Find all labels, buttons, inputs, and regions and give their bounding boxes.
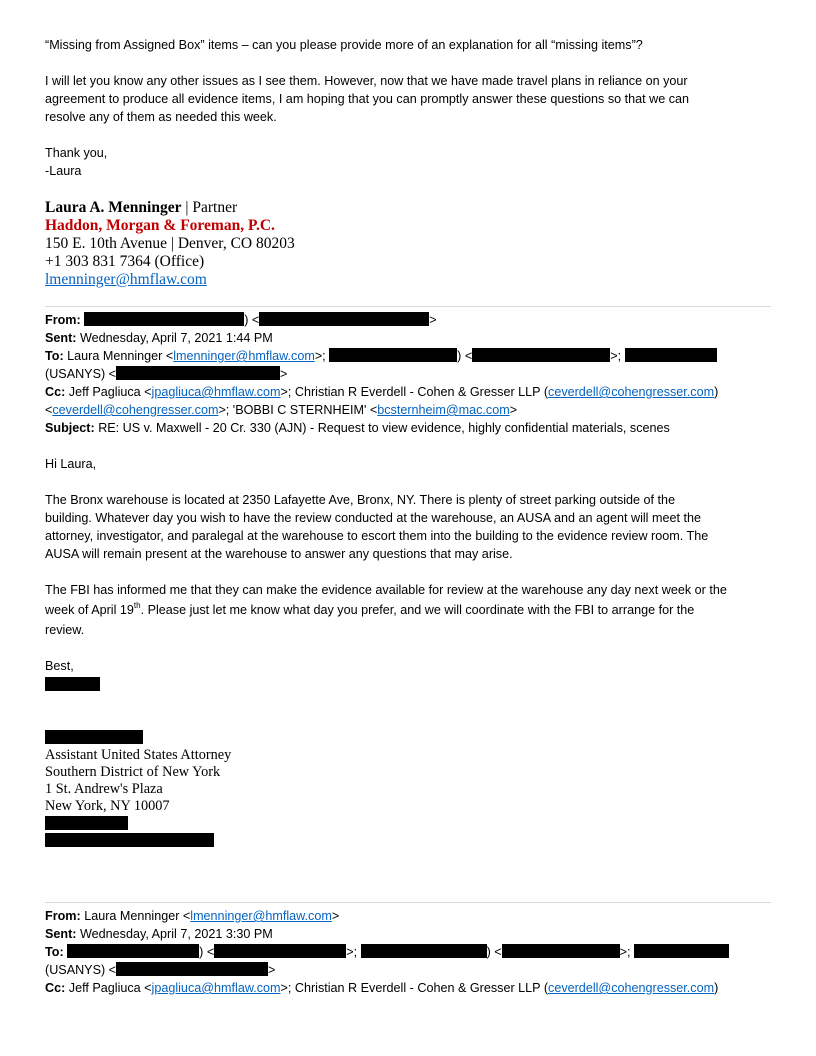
aus-title: Assistant United States Attorney — [45, 747, 232, 763]
body-text: resolve any of them as needed this week. — [45, 110, 277, 124]
closing: Best, — [45, 659, 74, 673]
redaction-block — [625, 348, 717, 362]
redaction-block — [634, 944, 729, 958]
sent-value: Wednesday, April 7, 2021 1:44 PM — [79, 331, 273, 345]
body-text: -Laura — [45, 164, 82, 178]
from-email-link[interactable]: lmenninger@hmflaw.com — [190, 909, 332, 923]
punctuation: > — [268, 963, 276, 977]
signature-email-line — [45, 271, 207, 289]
redaction-block — [502, 944, 620, 958]
aus-street: 1 St. Andrew's Plaza — [45, 781, 163, 797]
superscript: th — [133, 601, 141, 610]
subject-label: Subject: — [45, 421, 95, 435]
cc-email-link[interactable]: bcsternheim@mac.com — [377, 403, 510, 417]
punctuation: ) < — [486, 945, 502, 959]
punctuation: > — [509, 403, 518, 417]
punctuation: >; — [610, 349, 622, 363]
punctuation: ) < — [457, 349, 473, 363]
to-label: To: — [45, 349, 64, 363]
cc-email-link[interactable]: jpagliuca@hmflaw.com — [151, 385, 281, 399]
redaction-block — [45, 833, 214, 847]
punctuation: ) — [714, 385, 719, 399]
signature-title: | Partner — [181, 199, 238, 216]
sent-label: Sent: — [45, 927, 77, 941]
signature-email-link[interactable]: lmenninger@hmflaw.com — [45, 271, 207, 288]
punctuation: >; — [314, 349, 326, 363]
punctuation: > — [280, 367, 288, 381]
to-email-link[interactable]: lmenninger@hmflaw.com — [173, 349, 315, 363]
signature-name-line — [45, 199, 237, 217]
redaction-block — [116, 366, 280, 380]
sent-value: Wednesday, April 7, 2021 3:30 PM — [79, 927, 273, 941]
to-usanys: (USANYS) < — [45, 963, 117, 977]
signature-firm: Haddon, Morgan & Foreman, P.C. — [45, 217, 275, 234]
cc-email-link[interactable]: jpagliuca@hmflaw.com — [151, 981, 281, 995]
punctuation: < — [45, 403, 53, 417]
cc-name: Jeff Pagliuca < — [68, 385, 152, 399]
body-text: review. — [45, 623, 85, 637]
divider — [45, 902, 771, 903]
sent-label: Sent: — [45, 331, 77, 345]
to-label: To: — [45, 945, 64, 959]
header-to — [45, 347, 717, 365]
redaction-block — [214, 944, 346, 958]
prior-header-to — [45, 943, 729, 961]
redaction-block — [67, 944, 199, 958]
from-name: Laura Menninger < — [84, 909, 191, 923]
body-text: agreement to produce all evidence items, I am hoping that you can promptly answer these questions so that we can — [45, 92, 690, 106]
aus-city: New York, NY 10007 — [45, 798, 170, 814]
redaction-block — [116, 962, 268, 976]
signature-name: Laura A. Menninger — [45, 199, 182, 216]
body-text: “Missing from Assigned Box” items – can you please provide more of an explanation for all “missing items”? — [45, 38, 643, 52]
from-label: From: — [45, 313, 81, 327]
subject-value: RE: US v. Maxwell - 20 Cr. 330 (AJN) - Request to view evidence, highly confidential materials, scenes — [98, 421, 670, 435]
body-text-part: week of April 19 — [45, 603, 134, 617]
redaction-block — [45, 816, 128, 830]
punctuation: ) — [714, 981, 719, 995]
cc-email-link[interactable]: ceverdell@cohengresser.com — [548, 385, 715, 399]
cc-email-link[interactable]: ceverdell@cohengresser.com — [52, 403, 219, 417]
divider — [45, 306, 771, 307]
header-subject — [45, 419, 670, 437]
prior-header-to-cont — [45, 961, 275, 979]
punctuation: ) < — [199, 945, 215, 959]
greeting: Hi Laura, — [45, 457, 97, 471]
prior-header-sent — [45, 925, 273, 943]
body-text: Thank you, — [45, 146, 108, 160]
to-usanys: (USANYS) < — [45, 367, 117, 381]
cc-label: Cc: — [45, 981, 66, 995]
header-cc — [45, 383, 718, 401]
cc-name: >; Christian R Everdell - Cohen & Gresser LLP ( — [280, 981, 549, 995]
cc-name: >; Christian R Everdell - Cohen & Gresser LLP ( — [280, 385, 549, 399]
header-sent — [45, 329, 273, 347]
punctuation: ) < — [244, 313, 260, 327]
cc-email-link[interactable]: ceverdell@cohengresser.com — [548, 981, 715, 995]
redaction-block — [361, 944, 487, 958]
prior-header-cc — [45, 979, 718, 997]
header-from — [45, 311, 437, 329]
body-text-part: . Please just let me know what day you prefer, and we will coordinate with the FBI to arrange for the — [140, 603, 695, 617]
redaction-block — [45, 730, 143, 744]
cc-name: Jeff Pagliuca < — [68, 981, 152, 995]
body-text — [45, 601, 694, 619]
redaction-block — [84, 312, 244, 326]
signature-phone: +1 303 831 7364 (Office) — [45, 253, 205, 270]
redaction-block — [259, 312, 429, 326]
punctuation: >; — [619, 945, 631, 959]
aus-office: Southern District of New York — [45, 764, 221, 780]
prior-header-from — [45, 907, 339, 925]
redaction-block — [329, 348, 457, 362]
body-text: The Bronx warehouse is located at 2350 Lafayette Ave, Bronx, NY. There is plenty of street parking outside of the — [45, 493, 676, 507]
from-label: From: — [45, 909, 81, 923]
header-to-cont — [45, 365, 287, 383]
punctuation: > — [331, 909, 340, 923]
redaction-block — [45, 677, 100, 691]
redaction-block — [472, 348, 610, 362]
body-text: building. Whatever day you wish to have the review conducted at the warehouse, an AUSA and an agent will meet the — [45, 511, 701, 525]
body-text: attorney, investigator, and paralegal at the warehouse to escort them into the building to the evidence review room. The — [45, 529, 709, 543]
body-text: AUSA will remain present at the warehouse to answer any questions that may arise. — [45, 547, 513, 561]
body-text: I will let you know any other issues as I see them. However, now that we have made travel plans in reliance on your — [45, 74, 688, 88]
body-text: The FBI has informed me that they can make the evidence available for review at the warehouse any day next week or the — [45, 583, 727, 597]
to-name: Laura Menninger < — [67, 349, 174, 363]
signature-address: 150 E. 10th Avenue | Denver, CO 80203 — [45, 235, 295, 252]
punctuation: >; — [346, 945, 358, 959]
cc-name: >; 'BOBBI C STERNHEIM' < — [218, 403, 378, 417]
punctuation: > — [429, 313, 437, 327]
header-cc-cont — [45, 401, 517, 419]
cc-label: Cc: — [45, 385, 66, 399]
